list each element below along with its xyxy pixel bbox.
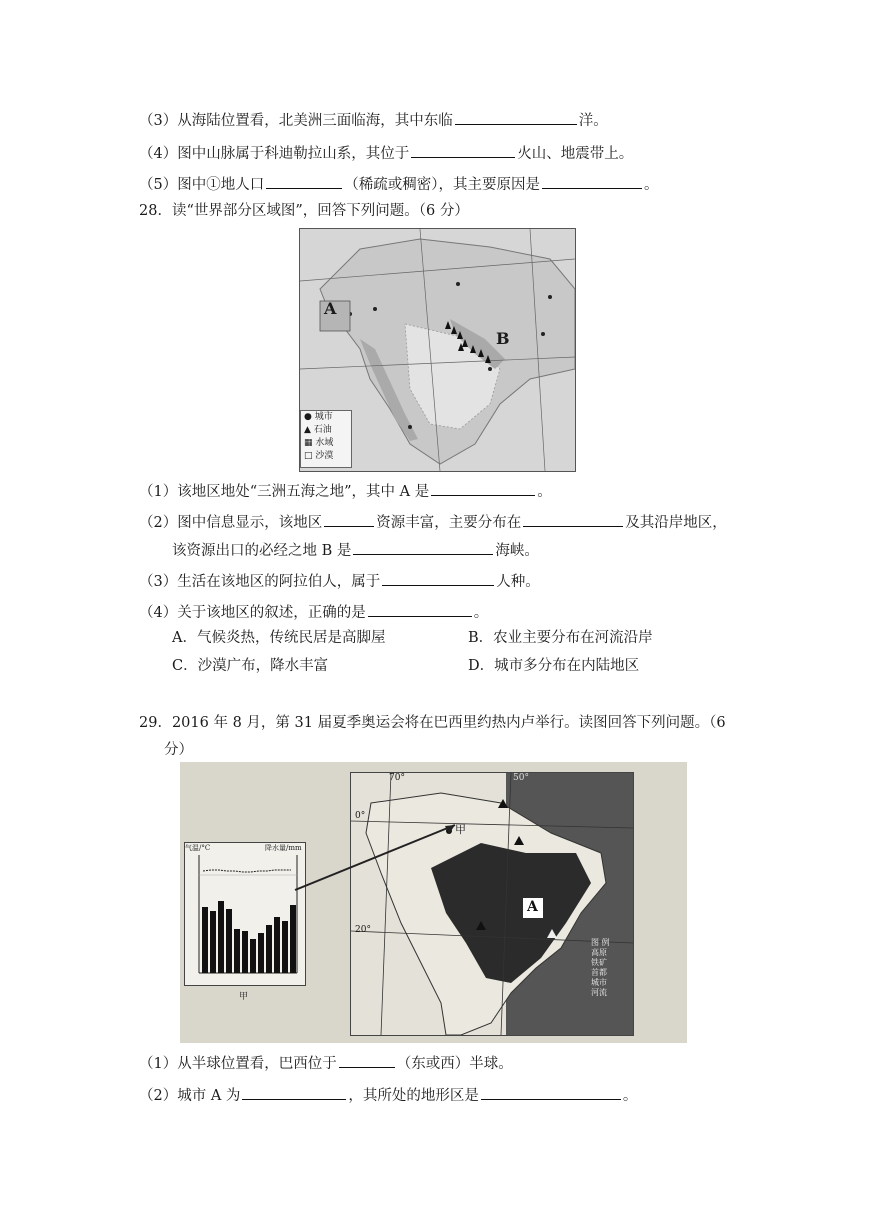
answer-blank[interactable] (353, 538, 493, 555)
brazil-legend-plateau: 高原 (591, 948, 607, 957)
map-label-b: B (496, 329, 510, 348)
brazil-legend-capital: 首都 (591, 968, 607, 977)
q28-title: 28．读“世界部分区域图”，回答下列问题。（6 分） (139, 203, 469, 219)
q29-item1-end: （东或西）半球。 (396, 1056, 513, 1072)
q27-item5-text: （5）图中①地人口 (139, 177, 265, 193)
q28-item2-text: （2）图中信息显示，该地区 (139, 515, 323, 531)
lat-0-label: 0° (355, 811, 366, 821)
answer-blank[interactable] (242, 1083, 346, 1100)
q28-item2-mid: 资源丰富，主要分布在 (376, 515, 522, 531)
answer-blank[interactable] (324, 510, 374, 527)
answer-blank[interactable] (481, 1083, 621, 1100)
brazil-legend-iron: 铁矿 (591, 958, 607, 967)
map-label-a: A (324, 299, 337, 318)
legend-item-desert: □ 沙漠 (304, 451, 334, 461)
pointer-arrow (290, 815, 465, 895)
q28-item3-text: （3）生活在该地区的阿拉伯人，属于 (139, 574, 381, 590)
q29-item1-text: （1）从半球位置看，巴西位于 (139, 1056, 337, 1072)
q28-item2b-end: 海峡。 (495, 543, 539, 559)
q27-item4-text: （4）图中山脉属于科迪勒拉山系，其位于 (139, 146, 410, 162)
q29-title-line2: 分） (164, 742, 193, 758)
q27-item5 (139, 172, 658, 195)
q28-item1-text: （1）该地区地处“三洲五海之地”，其中 A 是 (139, 484, 430, 500)
lon-50-label: 50° (513, 773, 529, 783)
q28-item4-text: （4）关于该地区的叙述，正确的是 (139, 605, 366, 621)
q28-item2-end: 及其沿岸地区， (625, 515, 727, 531)
brazil-legend-title: 图 例 (591, 938, 610, 947)
q27-item5-mid: （稀疏或稠密），其主要原因是 (344, 177, 540, 193)
q28-item2b (172, 538, 539, 561)
option-a[interactable]: A．气候炎热，传统民居是高脚屋 (172, 630, 386, 646)
q29-item1 (139, 1051, 513, 1074)
brazil-label-a: A (527, 899, 538, 915)
brazil-legend (591, 938, 631, 998)
option-b[interactable]: B．农业主要分布在河流沿岸 (468, 630, 653, 646)
answer-blank[interactable] (266, 172, 342, 189)
q28-item3-end: 人种。 (496, 574, 540, 590)
answer-blank[interactable] (339, 1051, 395, 1068)
q27-item3 (139, 108, 608, 131)
q28-item1-end: 。 (537, 484, 552, 500)
option-c[interactable]: C．沙漠广布，降水丰富 (172, 658, 329, 674)
answer-blank[interactable] (523, 510, 623, 527)
climate-chart-drawing (185, 843, 305, 985)
lon-70-label: 70° (389, 773, 405, 783)
q27-item4 (139, 141, 633, 164)
climate-ylabel-left: 气温/°C (185, 844, 211, 852)
answer-blank[interactable] (542, 172, 642, 189)
q28-item1 (139, 479, 552, 502)
brazil-legend-city: 城市 (591, 978, 607, 987)
q27-item4-end: 火山、地震带上。 (517, 146, 634, 162)
climate-caption: 甲 (239, 992, 249, 1002)
brazil-map (350, 772, 634, 1036)
legend-item-water: ▦ 水域 (304, 438, 334, 448)
q29-item2-text: （2）城市 A 为 (139, 1088, 241, 1104)
q27-item3-end: 洋。 (578, 113, 608, 129)
lat-20-label: 20° (355, 925, 371, 935)
brazil-label-jia: 甲 (455, 823, 466, 836)
q27-item5-end: 。 (643, 177, 659, 193)
map-legend (300, 410, 352, 468)
q28-item4-end: 。 (473, 605, 489, 621)
climate-chart (184, 842, 306, 1002)
brazil-legend-river: 河流 (591, 988, 607, 997)
q28-item2b-text: 该资源出口的必经之地 B 是 (172, 543, 352, 559)
option-d[interactable]: D．城市多分布在内陆地区 (468, 658, 640, 674)
q27-item3-text: （3）从海陆位置看，北美洲三面临海，其中东临 (139, 113, 453, 129)
q28-item2 (139, 510, 727, 533)
q29-item2-end: 。 (622, 1088, 638, 1104)
climate-ylabel-right: 降水量/mm (265, 844, 302, 852)
q28-item3 (139, 569, 540, 592)
answer-blank[interactable] (382, 569, 494, 586)
answer-blank[interactable] (368, 600, 472, 617)
q29-item2 (139, 1083, 637, 1106)
q29-item2-mid: ，其所处的地形区是 (348, 1088, 479, 1104)
q29-title-line1: 29．2016 年 8 月，第 31 届夏季奥运会将在巴西里约热内卢举行。读图回答下列问题。（6 (139, 715, 726, 731)
legend-item-city: ● 城市 (304, 412, 333, 422)
answer-blank[interactable] (431, 479, 535, 496)
legend-item-oil: ▲ 石油 (304, 425, 332, 435)
answer-blank[interactable] (411, 141, 515, 158)
q28-item4 (139, 600, 488, 623)
answer-blank[interactable] (455, 108, 577, 125)
